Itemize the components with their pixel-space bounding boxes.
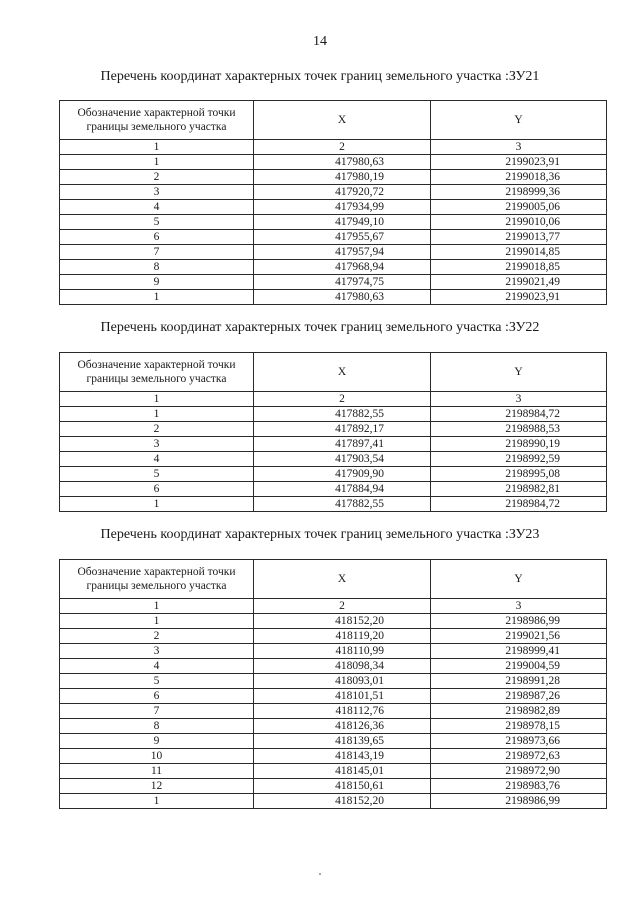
- table-row: [60, 674, 607, 689]
- table-row: [60, 779, 607, 794]
- header-y: Y: [431, 101, 607, 140]
- x-coordinate-cell: 418152,20: [254, 614, 431, 629]
- point-number-cell: 9: [60, 734, 254, 749]
- table-row: [60, 629, 607, 644]
- column-index-cell: 3: [431, 140, 607, 155]
- x-coordinate-cell: 417897,41: [254, 437, 431, 452]
- point-number-cell: 6: [60, 230, 254, 245]
- point-number-cell: 9: [60, 275, 254, 290]
- y-coordinate-cell: 2198982,81: [431, 482, 607, 497]
- y-coordinate-cell: 2198995,08: [431, 467, 607, 482]
- y-coordinate-cell: 2198987,26: [431, 689, 607, 704]
- x-coordinate-cell: 418150,61: [254, 779, 431, 794]
- table-row: [60, 764, 607, 779]
- table-row: [60, 794, 607, 809]
- y-coordinate-cell: 2198983,76: [431, 779, 607, 794]
- x-coordinate-cell: 418145,01: [254, 764, 431, 779]
- table-row: [60, 704, 607, 719]
- point-number-cell: 7: [60, 245, 254, 260]
- x-coordinate-cell: 418119,20: [254, 629, 431, 644]
- point-number-cell: 2: [60, 170, 254, 185]
- x-coordinate-cell: 417968,94: [254, 260, 431, 275]
- x-coordinate-cell: 417920,72: [254, 185, 431, 200]
- y-coordinate-cell: 2199021,56: [431, 629, 607, 644]
- point-number-cell: 2: [60, 422, 254, 437]
- header-x: X: [254, 353, 431, 392]
- y-coordinate-cell: 2198986,99: [431, 614, 607, 629]
- x-coordinate-cell: 418093,01: [254, 674, 431, 689]
- point-number-cell: 10: [60, 749, 254, 764]
- point-number-cell: 7: [60, 704, 254, 719]
- table-row: [60, 275, 607, 290]
- x-coordinate-cell: 417934,99: [254, 200, 431, 215]
- column-index-row: [60, 599, 607, 614]
- column-index-cell: 2: [254, 392, 431, 407]
- table-row: [60, 422, 607, 437]
- column-index-row: [60, 140, 607, 155]
- x-coordinate-cell: 418126,36: [254, 719, 431, 734]
- point-number-cell: 11: [60, 764, 254, 779]
- point-number-cell: 6: [60, 482, 254, 497]
- y-coordinate-cell: 2198992,59: [431, 452, 607, 467]
- table-row: [60, 290, 607, 305]
- x-coordinate-cell: 418101,51: [254, 689, 431, 704]
- scan-dot: [319, 873, 321, 875]
- y-coordinate-cell: 2198984,72: [431, 497, 607, 512]
- table-row: [60, 719, 607, 734]
- x-coordinate-cell: 417974,75: [254, 275, 431, 290]
- table-row: [60, 185, 607, 200]
- y-coordinate-cell: 2199014,85: [431, 245, 607, 260]
- y-coordinate-cell: 2198999,36: [431, 185, 607, 200]
- y-coordinate-cell: 2199023,91: [431, 290, 607, 305]
- x-coordinate-cell: 417882,55: [254, 497, 431, 512]
- x-coordinate-cell: 418098,34: [254, 659, 431, 674]
- header-point-name: Обозначение характерной точки границы земельного участка: [60, 560, 254, 599]
- table-row: [60, 749, 607, 764]
- point-number-cell: 3: [60, 437, 254, 452]
- column-index-cell: 3: [431, 599, 607, 614]
- y-coordinate-cell: 2198990,19: [431, 437, 607, 452]
- page-number: 14: [313, 34, 327, 49]
- table-row: [60, 260, 607, 275]
- table-row: [60, 452, 607, 467]
- y-coordinate-cell: 2198991,28: [431, 674, 607, 689]
- y-coordinate-cell: 2199018,85: [431, 260, 607, 275]
- header-point-name: Обозначение характерной точки границы земельного участка: [60, 101, 254, 140]
- column-index-cell: 1: [60, 392, 254, 407]
- y-coordinate-cell: 2198999,41: [431, 644, 607, 659]
- table-row: [60, 437, 607, 452]
- x-coordinate-cell: 418152,20: [254, 794, 431, 809]
- point-number-cell: 8: [60, 260, 254, 275]
- point-number-cell: 8: [60, 719, 254, 734]
- table-row: [60, 644, 607, 659]
- header-point-name: Обозначение характерной точки границы земельного участка: [60, 353, 254, 392]
- y-coordinate-cell: 2198982,89: [431, 704, 607, 719]
- header-x: X: [254, 101, 431, 140]
- point-number-cell: 3: [60, 644, 254, 659]
- column-index-row: [60, 392, 607, 407]
- point-number-cell: 2: [60, 629, 254, 644]
- table-row: [60, 467, 607, 482]
- y-coordinate-cell: 2198972,90: [431, 764, 607, 779]
- x-coordinate-cell: 417980,63: [254, 155, 431, 170]
- x-coordinate-cell: 417884,94: [254, 482, 431, 497]
- point-number-cell: 5: [60, 674, 254, 689]
- x-coordinate-cell: 417955,67: [254, 230, 431, 245]
- table-header-row: [60, 101, 607, 140]
- column-index-cell: 3: [431, 392, 607, 407]
- table-row: [60, 407, 607, 422]
- x-coordinate-cell: 417957,94: [254, 245, 431, 260]
- point-number-cell: 6: [60, 689, 254, 704]
- table-row: [60, 482, 607, 497]
- coordinates-table-zu23: [59, 559, 607, 809]
- table-row: [60, 230, 607, 245]
- y-coordinate-cell: 2198986,99: [431, 794, 607, 809]
- y-coordinate-cell: 2198984,72: [431, 407, 607, 422]
- x-coordinate-cell: 418143,19: [254, 749, 431, 764]
- table-row: [60, 689, 607, 704]
- column-index-cell: 1: [60, 140, 254, 155]
- point-number-cell: 1: [60, 155, 254, 170]
- column-index-cell: 1: [60, 599, 254, 614]
- y-coordinate-cell: 2199023,91: [431, 155, 607, 170]
- x-coordinate-cell: 417980,19: [254, 170, 431, 185]
- y-coordinate-cell: 2199005,06: [431, 200, 607, 215]
- x-coordinate-cell: 418139,65: [254, 734, 431, 749]
- y-coordinate-cell: 2198973,66: [431, 734, 607, 749]
- point-number-cell: 5: [60, 467, 254, 482]
- point-number-cell: 4: [60, 200, 254, 215]
- point-number-cell: 4: [60, 452, 254, 467]
- table-header-row: [60, 353, 607, 392]
- table-row: [60, 155, 607, 170]
- x-coordinate-cell: 417892,17: [254, 422, 431, 437]
- header-y: Y: [431, 353, 607, 392]
- header-x: X: [254, 560, 431, 599]
- y-coordinate-cell: 2199021,49: [431, 275, 607, 290]
- point-number-cell: 1: [60, 614, 254, 629]
- y-coordinate-cell: 2199018,36: [431, 170, 607, 185]
- table-row: [60, 200, 607, 215]
- section-title-zu22: Перечень координат характерных точек границ земельного участка :ЗУ22: [100, 320, 540, 335]
- table-header-row: [60, 560, 607, 599]
- table-row: [60, 659, 607, 674]
- x-coordinate-cell: 417903,54: [254, 452, 431, 467]
- point-number-cell: 1: [60, 407, 254, 422]
- table-row: [60, 245, 607, 260]
- point-number-cell: 1: [60, 290, 254, 305]
- column-index-cell: 2: [254, 599, 431, 614]
- y-coordinate-cell: 2199010,06: [431, 215, 607, 230]
- coordinates-table-zu21: [59, 100, 607, 305]
- y-coordinate-cell: 2198978,15: [431, 719, 607, 734]
- point-number-cell: 5: [60, 215, 254, 230]
- point-number-cell: 3: [60, 185, 254, 200]
- y-coordinate-cell: 2199013,77: [431, 230, 607, 245]
- y-coordinate-cell: 2198972,63: [431, 749, 607, 764]
- y-coordinate-cell: 2198988,53: [431, 422, 607, 437]
- table-row: [60, 170, 607, 185]
- table-row: [60, 497, 607, 512]
- point-number-cell: 1: [60, 497, 254, 512]
- point-number-cell: 4: [60, 659, 254, 674]
- y-coordinate-cell: 2199004,59: [431, 659, 607, 674]
- x-coordinate-cell: 417909,90: [254, 467, 431, 482]
- column-index-cell: 2: [254, 140, 431, 155]
- x-coordinate-cell: 418112,76: [254, 704, 431, 719]
- table-row: [60, 734, 607, 749]
- table-row: [60, 614, 607, 629]
- table-row: [60, 215, 607, 230]
- x-coordinate-cell: 417980,63: [254, 290, 431, 305]
- section-title-zu23: Перечень координат характерных точек границ земельного участка :ЗУ23: [100, 527, 540, 542]
- header-y: Y: [431, 560, 607, 599]
- point-number-cell: 12: [60, 779, 254, 794]
- x-coordinate-cell: 418110,99: [254, 644, 431, 659]
- point-number-cell: 1: [60, 794, 254, 809]
- section-title-zu21: Перечень координат характерных точек границ земельного участка :ЗУ21: [100, 69, 540, 84]
- x-coordinate-cell: 417882,55: [254, 407, 431, 422]
- x-coordinate-cell: 417949,10: [254, 215, 431, 230]
- coordinates-table-zu22: [59, 352, 607, 512]
